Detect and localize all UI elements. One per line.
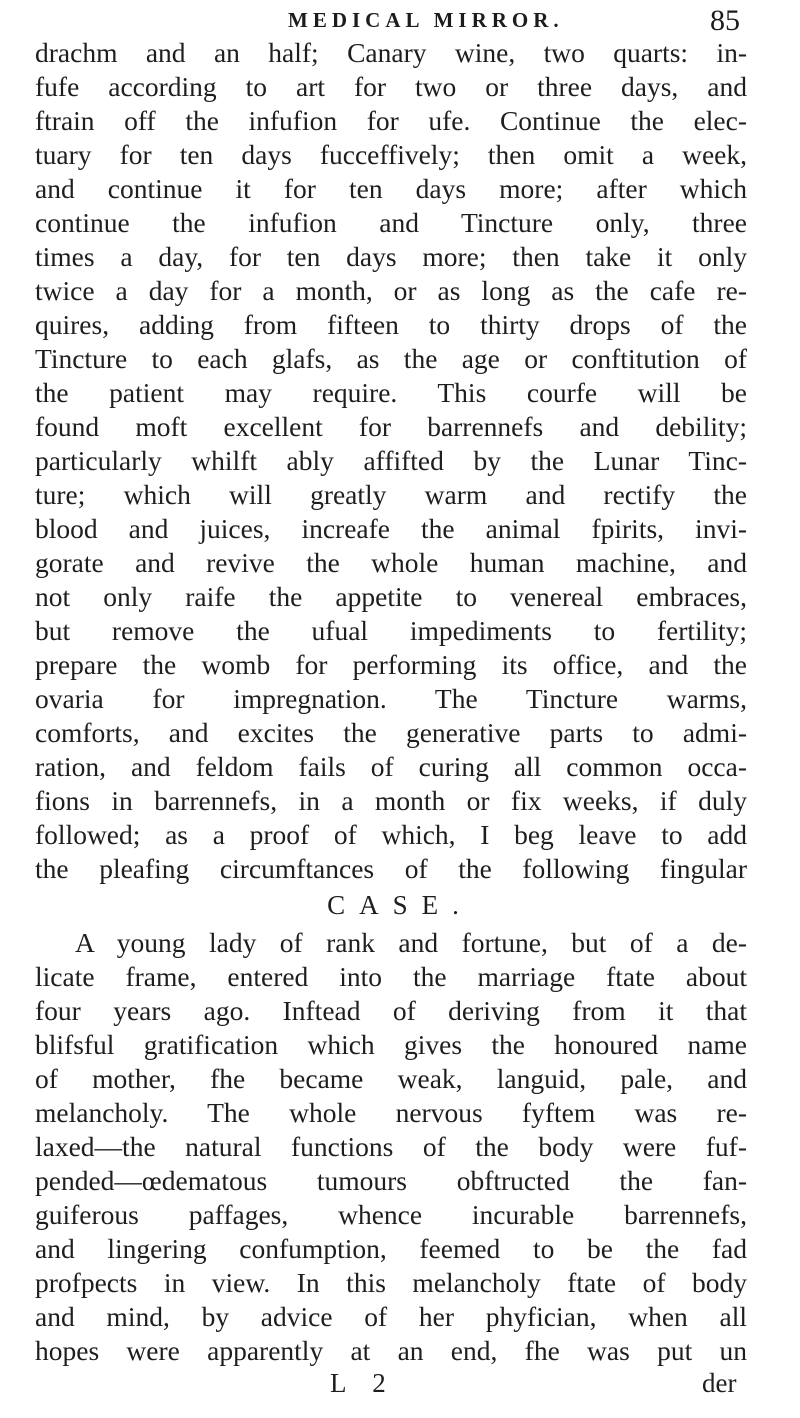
text-line: of mother, fhe became weak, languid, pale, and — [35, 1063, 747, 1094]
text-line: drachm and an half; Canary wine, two quarts: in- — [35, 37, 747, 68]
text-line: continue the infufion and Tincture only, three — [35, 207, 747, 238]
text-line: and lingering confumption, feemed to be the fad — [35, 1233, 747, 1264]
text-line: followed; as a proof of which, I beg leave to add — [35, 819, 747, 850]
text-line: not only raife the appetite to venereal embraces, — [35, 581, 747, 612]
text-line: profpects in view. In this melancholy ftate of body — [35, 1267, 747, 1298]
text-line: four years ago. Inftead of deriving from it that — [35, 995, 747, 1026]
text-line: the pleafing circumftances of the following fingular — [35, 853, 747, 884]
text-line: melancholy. The whole nervous fyftem was re- — [35, 1097, 747, 1128]
case-heading: CASE. — [327, 890, 473, 920]
text-line: particularly whilft ably affifted by the Lunar Tinc- — [35, 445, 747, 476]
text-line: tuary for ten days fucceffively; then omit a week, — [35, 139, 747, 170]
text-line: fions in barrennefs, in a month or fix weeks, if duly — [35, 785, 747, 816]
catchword: der — [702, 1368, 737, 1398]
text-line: Tincture to each glafs, as the age or conftitution of — [35, 343, 747, 374]
text-line: hopes were apparently at an end, fhe was put un — [35, 1335, 747, 1366]
text-line: and continue it for ten days more; after which — [35, 173, 747, 204]
text-line: gorate and revive the whole human machine, and — [35, 547, 747, 578]
text-line: blifsful gratification which gives the honoured name — [35, 1029, 747, 1060]
text-line: ftrain off the infufion for ufe. Continue the elec- — [35, 105, 747, 136]
signature-mark: L 2 — [330, 1368, 396, 1398]
text-line: ovaria for impregnation. The Tincture warms, — [35, 683, 747, 714]
text-line: ration, and feldom fails of curing all common occa- — [35, 751, 747, 782]
text-line: and mind, by advice of her phyfician, when all — [35, 1301, 747, 1332]
text-line: pended—œdematous tumours obftructed the fan- — [35, 1165, 747, 1196]
text-line: prepare the womb for performing its office, and the — [35, 649, 747, 680]
text-line: twice a day for a month, or as long as the cafe re- — [35, 275, 747, 306]
text-line: quires, adding from fifteen to thirty drops of the — [35, 309, 747, 340]
text-line: comforts, and excites the generative parts to admi- — [35, 717, 747, 748]
text-line: the patient may require. This courfe will be — [35, 377, 747, 408]
page-number: 85 — [710, 4, 740, 37]
text-line: guiferous paffages, whence incurable barrennefs, — [35, 1199, 747, 1230]
text-line: found moft excellent for barrennefs and debility; — [35, 411, 747, 442]
text-line: ture; which will greatly warm and rectify the — [35, 479, 747, 510]
text-line: A young lady of rank and fortune, but of a de- — [75, 927, 747, 958]
text-line: fufe according to art for two or three days, and — [35, 71, 747, 102]
text-line: laxed—the natural functions of the body were fuf- — [35, 1131, 747, 1162]
text-line: licate frame, entered into the marriage ftate about — [35, 961, 747, 992]
text-line: but remove the ufual impediments to fertility; — [35, 615, 747, 646]
running-head-title: MEDICAL MIRROR. — [288, 8, 564, 32]
text-line: times a day, for ten days more; then take it only — [35, 241, 747, 272]
text-line: blood and juices, increafe the animal fpirits, invi- — [35, 513, 747, 544]
